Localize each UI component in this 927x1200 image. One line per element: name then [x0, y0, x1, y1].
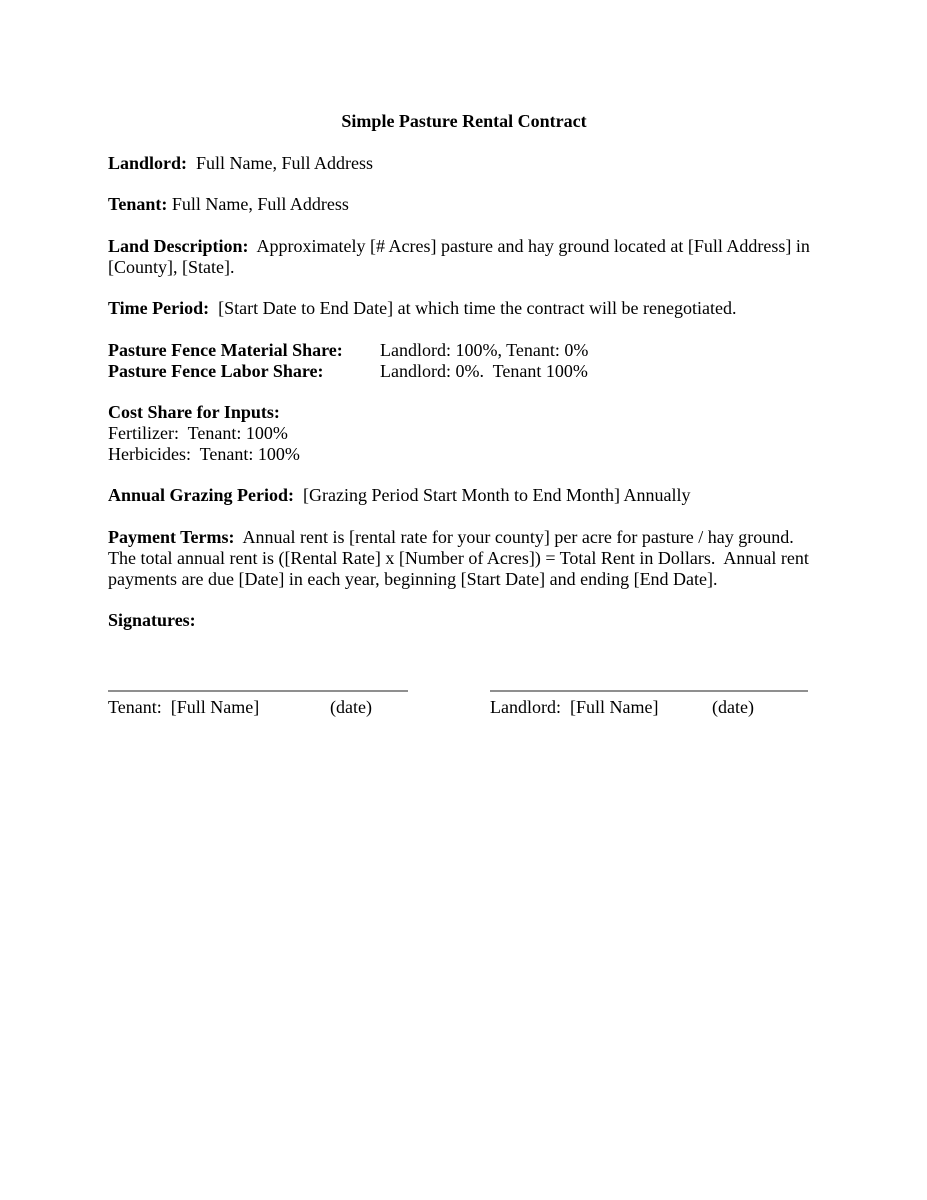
payment-terms-paragraph — [108, 527, 820, 589]
tenant-value: Full Name, Full Address — [167, 194, 349, 215]
fence-labor-share-row — [108, 361, 820, 382]
signatures-heading: Signatures: — [108, 610, 196, 631]
land-description-label: Land Description: — [108, 235, 249, 256]
fence-labor-share-label: Pasture Fence Labor Share: — [108, 360, 324, 381]
cost-share-herbicides-line: Herbicides: Tenant: 100% — [108, 443, 300, 464]
grazing-period-label: Annual Grazing Period: — [108, 485, 295, 506]
cost-share-heading: Cost Share for Inputs: — [108, 402, 280, 423]
tenant-label: Tenant: — [108, 194, 168, 215]
cost-share-paragraph — [108, 402, 820, 464]
fence-labor-share-value: Landlord: 0%. Tenant 100% — [380, 360, 588, 381]
fence-shares-paragraph — [108, 340, 820, 382]
land-description-paragraph — [108, 236, 820, 278]
cost-share-fertilizer-line: Fertilizer: Tenant: 100% — [108, 422, 288, 443]
grazing-period-value: [Grazing Period Start Month to End Month] Annually — [294, 485, 691, 506]
signature-row — [108, 690, 820, 718]
payment-terms-label: Payment Terms: — [108, 526, 235, 547]
landlord-label: Landlord: — [108, 152, 188, 173]
landlord-paragraph — [108, 153, 820, 174]
grazing-period-paragraph — [108, 485, 820, 506]
tenant-signature-date-label: (date) — [330, 696, 372, 717]
tenant-paragraph — [108, 194, 820, 215]
landlord-value: Full Name, Full Address — [187, 152, 374, 173]
time-period-value: [Start Date to End Date] at which time the contract will be renegotiated. — [209, 298, 737, 319]
landlord-signature-block — [490, 690, 808, 718]
land-description-value: Approximately [# Acres] pasture and hay ground located at [Full Address] in [County], [State]. — [108, 235, 810, 277]
fence-material-share-value: Landlord: 100%, Tenant: 0% — [380, 339, 589, 360]
time-period-label: Time Period: — [108, 298, 210, 319]
time-period-paragraph — [108, 298, 820, 319]
document-title: Simple Pasture Rental Contract — [341, 111, 587, 131]
fence-material-share-label: Pasture Fence Material Share: — [108, 339, 343, 360]
payment-terms-value: Annual rent is [rental rate for your county] per acre for pasture / hay ground. The total annual rent is ([Rental Rate] x [Number of Acres]) = Total Rent in Dollars. Annual rent payments are due [Date] in each year, beginning [Start Date] and ending [End Date]. — [108, 526, 809, 589]
tenant-signature-label: Tenant: [Full Name] — [108, 696, 260, 717]
landlord-signature-date-label: (date) — [712, 696, 754, 717]
tenant-signature-block — [108, 690, 408, 718]
landlord-signature-label: Landlord: [Full Name] — [490, 696, 659, 717]
fence-material-share-row — [108, 340, 820, 361]
